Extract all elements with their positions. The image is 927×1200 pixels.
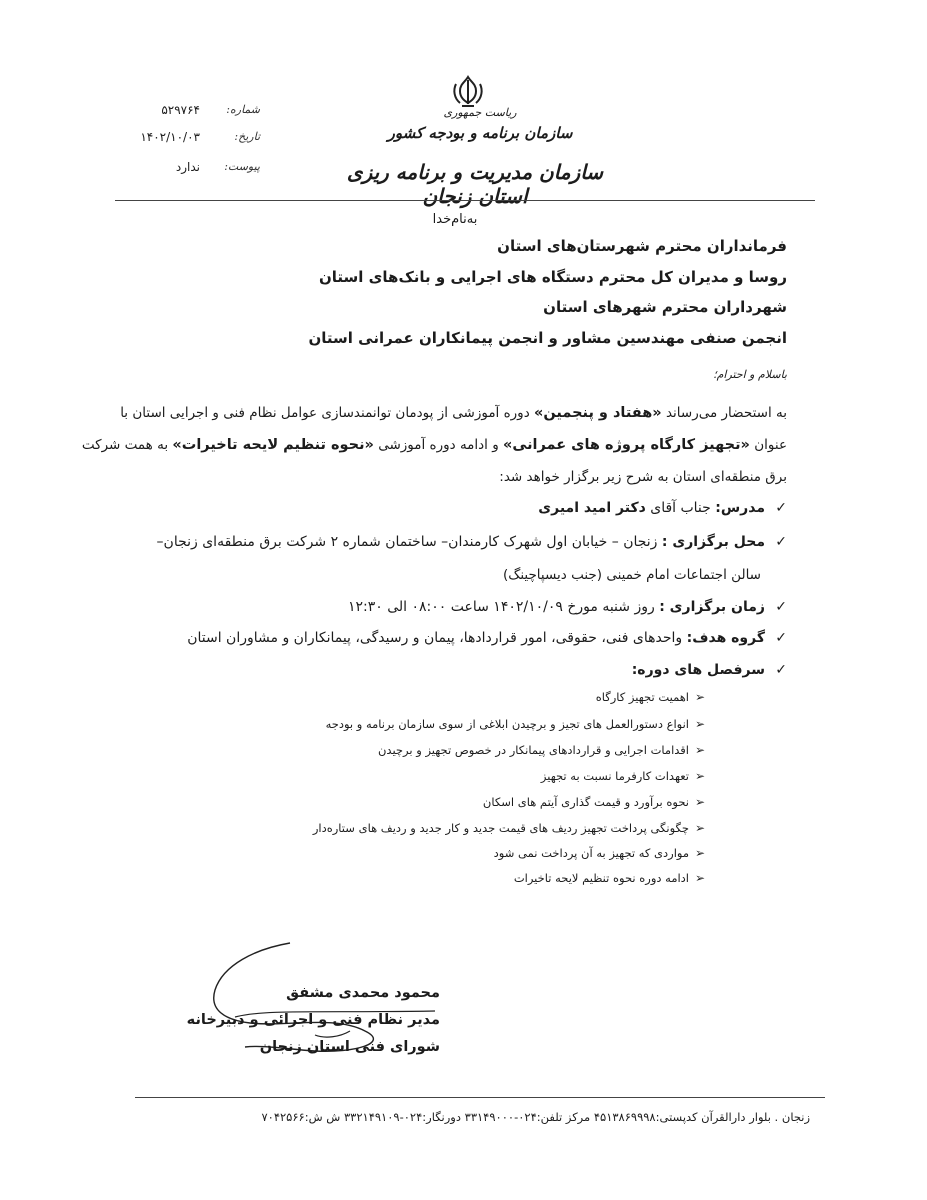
- topic-item: [326, 717, 705, 731]
- topic-text: مواردی که تجهیز به آن پرداخت نمی شود: [493, 846, 689, 860]
- footer-contact: زنجان . بلوار دارالقرآن کدپستی:۴۵۱۳۸۶۹۹۹۸ مرکز تلفن:۰۲۴-۳۳۱۴۹۰۰۰ دورنگار:۰۲۴-۳۳۲۱۴۹۱۰۹ ش ش:۷۰۴۲۵۶۶: [261, 1110, 810, 1124]
- course-title-2: «نحوه تنظیم لایحه تاخیرات»: [172, 437, 374, 453]
- signer-title: مدیر نظام فنی و اجرائی و دبیرخانه: [186, 1012, 440, 1028]
- body-paragraph-line1: [120, 405, 787, 421]
- topic-text: چگونگی پرداخت تجهیز ردیف های قیمت جدید و کار جدید و ردیف های ستاره‌دار: [312, 821, 689, 835]
- venue-item: [157, 534, 787, 550]
- arrow-bullet-icon: ➢: [694, 743, 705, 757]
- checkmark-icon: ✓: [775, 662, 787, 678]
- text: دوره آموزشی از پودمان توانمندسازی عوامل نظام فنی و اجرایی استان با: [120, 405, 535, 421]
- venue-label: محل برگزاری :: [661, 534, 765, 550]
- topic-text: اقدامات اجرایی و قراردادهای پیمانکار در خصوص تجهیز و برچیدن: [377, 743, 689, 757]
- arrow-bullet-icon: ➢: [694, 717, 705, 731]
- text: به استحضار می‌رساند: [661, 405, 787, 421]
- arrow-bullet-icon: ➢: [694, 821, 705, 835]
- topic-text: تعهدات کارفرما نسبت به تجهیز: [540, 769, 689, 783]
- header-divider: [115, 200, 815, 201]
- text: به همت شرکت: [81, 437, 173, 453]
- topics-item: [632, 662, 787, 678]
- topic-item: [494, 846, 705, 860]
- arrow-bullet-icon: ➢: [694, 871, 705, 885]
- text: برق منطقه‌ای استان به شرح زیر برگزار خواهد شد:: [499, 469, 787, 485]
- arrow-bullet-icon: ➢: [694, 769, 705, 783]
- iran-emblem-icon: [448, 74, 488, 110]
- course-title: «تجهیز کارگاه پروژه های عمرانی»: [503, 437, 750, 453]
- topic-text: نحوه برآورد و قیمت گذاری آیتم های اسکان: [482, 795, 689, 809]
- attachment-label: پیوست:: [224, 160, 260, 173]
- target-item: [187, 630, 787, 646]
- recipient-line: فرمانداران محترم شهرستان‌های استان: [497, 237, 787, 255]
- recipient-line: انجمن صنفی مهندسین مشاور و انجمن پیمانکاران عمرانی استان: [308, 329, 787, 347]
- venue-text-cont: سالن اجتماعات امام خمینی (جنب دیسپاچینگ): [502, 567, 761, 583]
- target-text: واحدهای فنی، حقوقی، امور قراردادها، پیمان و رسیدگی، پیمانکاران و مشاوران استان: [187, 630, 687, 646]
- topic-text: ادامه دوره نحوه تنظیم لایحه تاخیرات: [513, 871, 689, 885]
- greeting: باسلام و احترام؛: [713, 368, 787, 381]
- topic-item: [541, 769, 705, 783]
- arrow-bullet-icon: ➢: [694, 846, 705, 860]
- signer-name: محمود محمدی مشفق: [286, 985, 440, 1001]
- time-text: روز شنبه مورخ ۱۴۰۲/۱۰/۰۹ ساعت ۰۸:۰۰ الی ۱۲:۳۰: [347, 599, 660, 615]
- text: و ادامه دوره آموزشی: [373, 437, 504, 453]
- date-value: ۱۴۰۲/۱۰/۰۳: [140, 130, 200, 144]
- time-label: زمان برگزاری :: [659, 599, 765, 615]
- time-item: [348, 599, 787, 615]
- number-label: شماره:: [226, 103, 260, 116]
- bismillah: به‌نام‌خدا: [432, 212, 478, 227]
- topic-text: انواع دستورالعمل های تجیز و برچیدن ابلاغی از سوی سازمان برنامه و بودجه: [325, 717, 689, 731]
- text: عنوان: [749, 437, 787, 453]
- topics-label: سرفصل های دوره:: [631, 662, 765, 678]
- number-value: ۵۲۹۷۶۴: [161, 103, 200, 117]
- body-paragraph-line3: [147, 469, 787, 485]
- venue-text: زنجان – خیابان اول شهرک کارمندان– ساختمان شماره ۲ شرکت برق منطقه‌ای زنجان–: [156, 534, 662, 550]
- checkmark-icon: ✓: [775, 630, 787, 646]
- org-budget: سازمان برنامه و بودجه کشور: [387, 124, 573, 142]
- date-row: [110, 130, 260, 154]
- checkmark-icon: ✓: [775, 500, 787, 516]
- topic-text: اهمیت تجهیز کارگاه: [595, 690, 689, 704]
- recipient-line: روسا و مدیران کل محترم دستگاه های اجرایی و بانک‌های استان: [318, 268, 787, 286]
- org-zanjan: سازمان مدیریت و برنامه ریزی استان زنجان: [346, 160, 604, 208]
- date-label: تاریخ:: [234, 130, 260, 143]
- org-presidency: ریاست جمهوری: [443, 106, 517, 119]
- topic-item: [596, 690, 705, 704]
- teacher-label: مدرس:: [715, 500, 765, 516]
- attachment-row: [110, 160, 260, 184]
- topic-item: [313, 821, 705, 835]
- topic-item: [378, 743, 705, 757]
- footer-divider: [135, 1097, 825, 1098]
- attachment-value: ندارد: [175, 160, 200, 174]
- number-row: [110, 103, 260, 127]
- arrow-bullet-icon: ➢: [694, 690, 705, 704]
- signer-title: شورای فنی استان زنجان: [259, 1039, 440, 1055]
- checkmark-icon: ✓: [775, 534, 787, 550]
- teacher-pre: جناب آقای: [645, 500, 716, 516]
- course-number: «هفتاد و پنجمین»: [534, 405, 662, 421]
- body-paragraph-line2: [81, 437, 787, 453]
- arrow-bullet-icon: ➢: [694, 795, 705, 809]
- topic-item: [483, 795, 705, 809]
- checkmark-icon: ✓: [775, 599, 787, 615]
- topic-item: [514, 871, 705, 885]
- target-label: گروه هدف:: [686, 630, 765, 646]
- teacher-name: دکتر امید امیری: [538, 500, 646, 516]
- recipient-line: شهرداران محترم شهرهای استان: [543, 298, 787, 316]
- teacher-item: [538, 500, 787, 516]
